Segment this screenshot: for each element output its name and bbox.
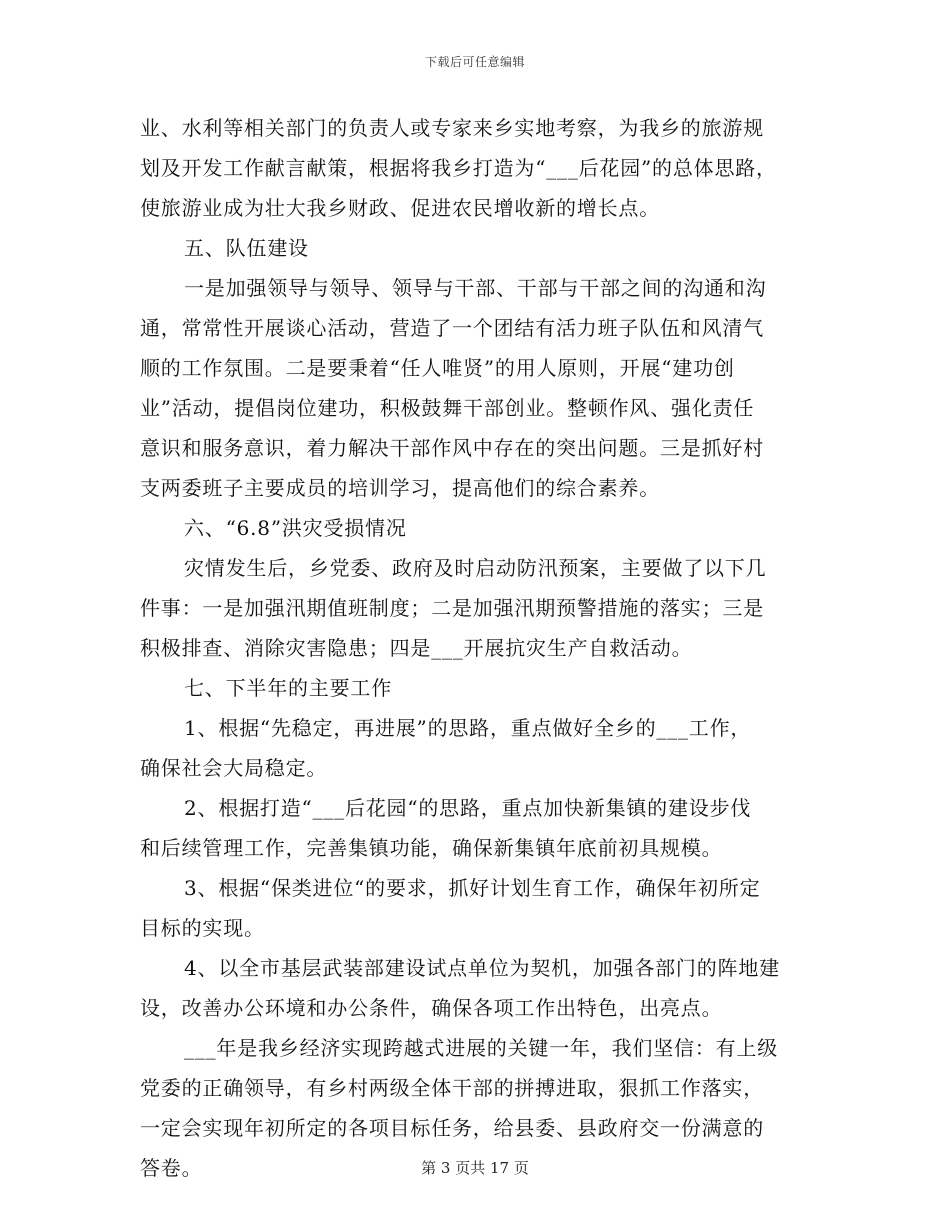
text-line: 1、根据“先稳定，再进展”的思路，重点做好全乡的___工作，	[184, 716, 752, 740]
text-line: 一定会实现年初所定的各项目标任务，给县委、县政府交一份满意的	[140, 1116, 764, 1140]
text-line: 划及开发工作献言献策，根据将我乡打造为“___后花园”的总体思路，	[140, 156, 777, 180]
text-line: 七、下半年的主要工作	[184, 676, 392, 700]
page-footer: 第 3 页共 17 页	[421, 1159, 529, 1177]
text-line: 使旅游业成为壮大我乡财政、促进农民增收新的增长点。	[140, 196, 660, 220]
text-line: 确保社会大局稳定。	[140, 756, 328, 780]
text-line: 2、根据打造“___后花园“的思路，重点加快新集镇的建设步伐	[184, 796, 752, 820]
text-line: 答卷。	[140, 1156, 203, 1180]
text-line: 党委的正确领导，有乡村两级全体干部的拼搏进取，狠抓工作落实，	[140, 1076, 764, 1100]
text-line: 积极排查、消除灾害隐患；四是___开展抗灾生产自救活动。	[140, 636, 693, 660]
text-line: 意识和服务意识，着力解决干部作风中存在的突出问题。三是抓好村	[140, 436, 764, 460]
text-line: 业、水利等相关部门的负责人或专家来乡实地考察，为我乡的旅游规	[140, 116, 764, 140]
text-line: 顺的工作氛围。二是要秉着“任人唯贤”的用人原则，开展“建功创	[140, 356, 735, 380]
text-line: 和后续管理工作，完善集镇功能，确保新集镇年底前初具规模。	[140, 836, 723, 860]
text-line: 4、以全市基层武装部建设试点单位为契机，加强各部门的阵地建	[184, 956, 780, 980]
text-line: ___年是我乡经济实现跨越式进展的关键一年，我们坚信：有上级	[184, 1036, 778, 1060]
text-line: 设，改善办公环境和办公条件，确保各项工作出特色，出亮点。	[140, 996, 723, 1020]
text-line: 目标的实现。	[140, 916, 265, 940]
text-line: 五、队伍建设	[184, 236, 309, 260]
text-line: 3、根据“保类进位“的要求，抓好计划生育工作，确保年初所定	[184, 876, 761, 900]
page-header: 下载后可任意编辑	[424, 55, 525, 69]
text-line: 支两委班子主要成员的培训学习，提高他们的综合素养。	[140, 476, 660, 500]
text-line: 通，常常性开展谈心活动，营造了一个团结有活力班子队伍和风清气	[140, 316, 764, 340]
text-line: 业”活动，提倡岗位建功，积极鼓舞干部创业。整顿作风、强化责任	[140, 396, 755, 420]
text-line: 六、“6.8”洪灾受损情况	[184, 516, 407, 540]
text-line: 件事：一是加强汛期值班制度；二是加强汛期预警措施的落实；三是	[140, 596, 764, 620]
text-line: 一是加强领导与领导、领导与干部、干部与干部之间的沟通和沟	[184, 276, 767, 300]
document-body	[140, 108, 830, 1188]
text-line: 灾情发生后，乡党委、政府及时启动防汛预案，主要做了以下几	[184, 556, 767, 580]
